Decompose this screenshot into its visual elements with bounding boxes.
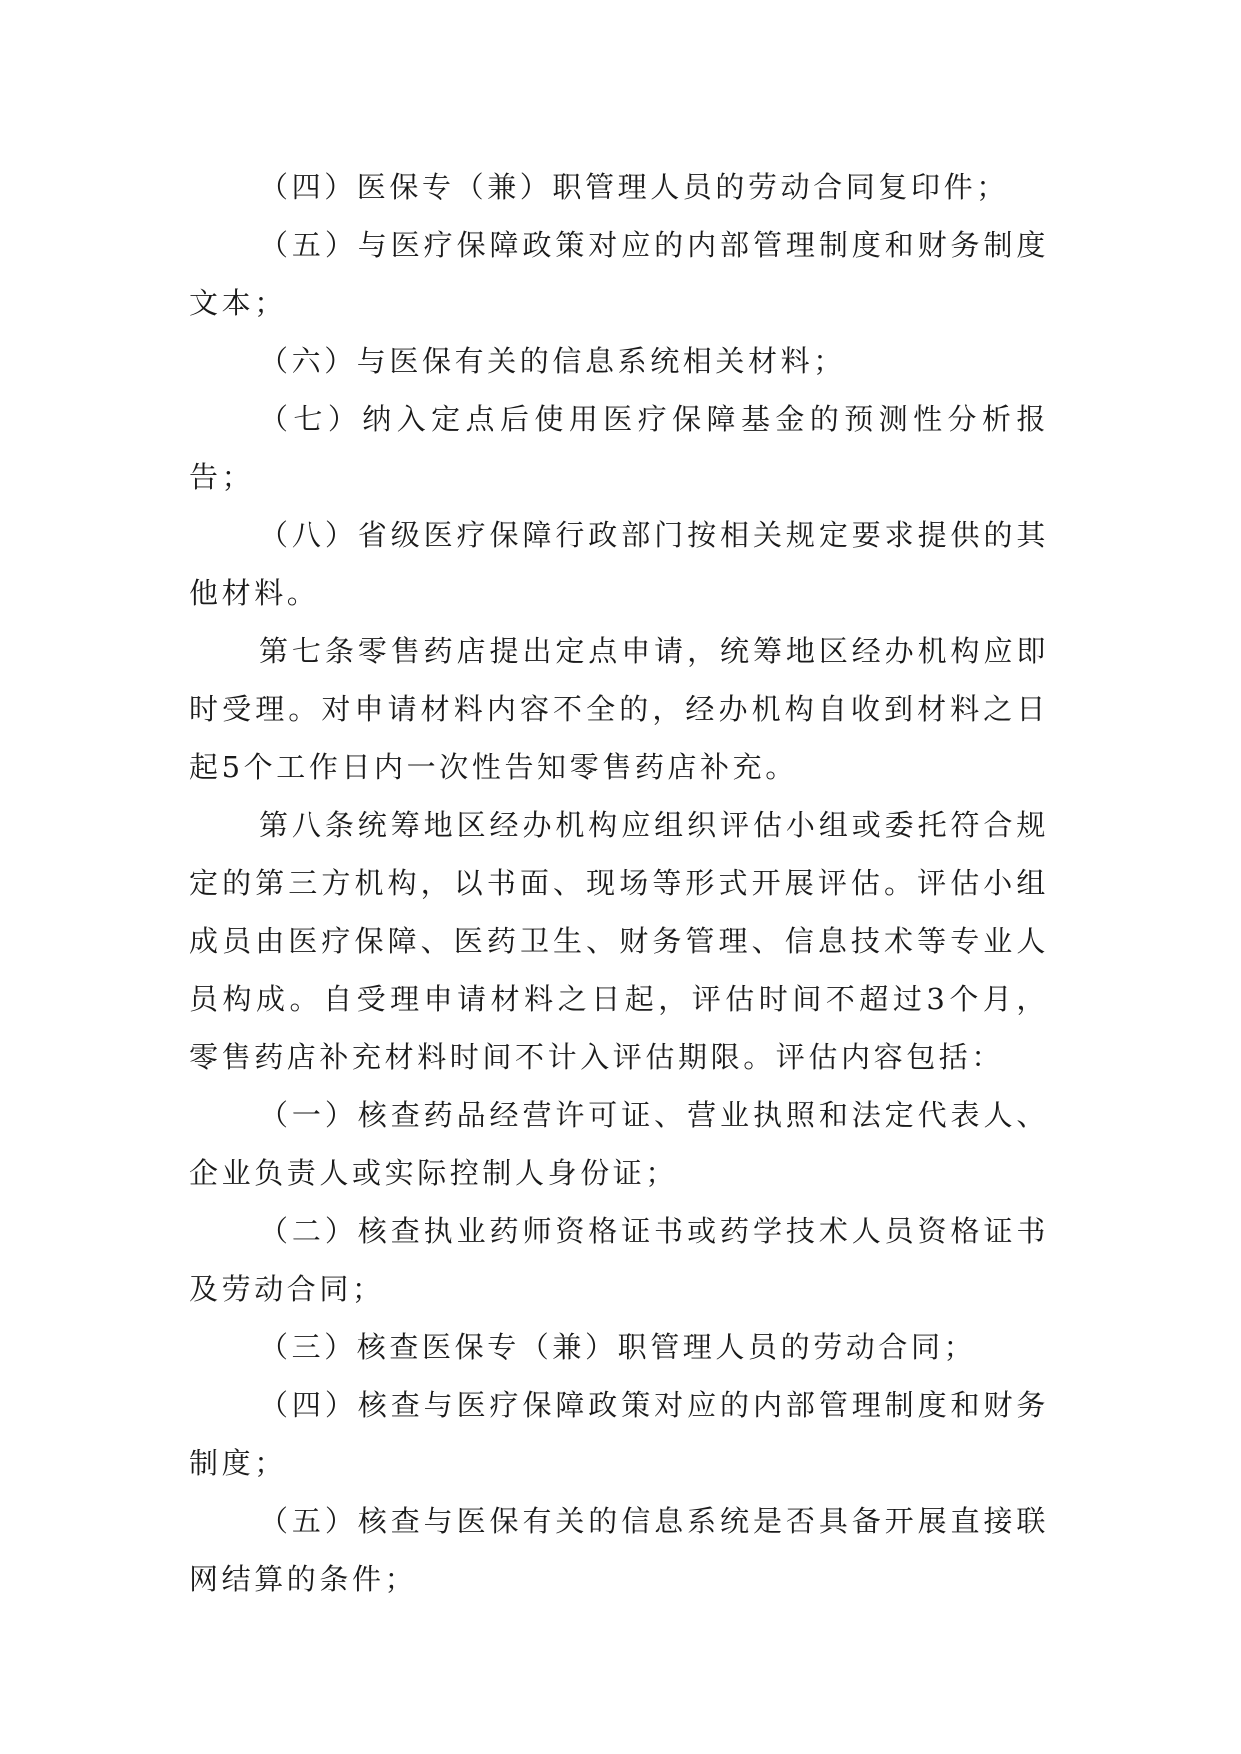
- paragraph-item-5-management-system: （五）与医疗保障政策对应的内部管理制度和财务制度文本；: [189, 228, 1049, 320]
- paragraph-article-8: 第八条统筹地区经办机构应组织评估小组或委托符合规定的第三方机构，以书面、现场等形式开展评估。评估小组成员由医疗保障、医药卫生、财务管理、信息技术等专业人员构成。自受理申请材料之日起，评估时间不超过3个月，零售药店补充材料时间不计入评估期限。评估内容包括：: [189, 808, 1049, 1074]
- paragraph-check-1-licenses: （一）核查药品经营许可证、营业执照和法定代表人、企业负责人或实际控制人身份证；: [189, 1098, 1049, 1190]
- paragraph-check-3-staff-contract: （三）核查医保专（兼）职管理人员的劳动合同；: [259, 1330, 977, 1364]
- paragraph-item-7-forecast-report: （七）纳入定点后使用医疗保障基金的预测性分析报告；: [189, 402, 1049, 494]
- paragraph-item-8-other-materials: （八）省级医疗保障行政部门按相关规定要求提供的其他材料。: [189, 518, 1049, 610]
- paragraph-item-4-contract: （四）医保专（兼）职管理人员的劳动合同复印件；: [259, 170, 1009, 204]
- paragraph-item-6-info-system: （六）与医保有关的信息系统相关材料；: [259, 344, 846, 378]
- paragraph-check-5-info-system: （五）核查与医保有关的信息系统是否具备开展直接联网结算的条件；: [189, 1504, 1049, 1596]
- document-body: [189, 158, 1049, 1608]
- paragraph-check-2-pharmacist: （二）核查执业药师资格证书或药学技术人员资格证书及劳动合同；: [189, 1214, 1049, 1306]
- paragraph-article-7: 第七条零售药店提出定点申请，统筹地区经办机构应即时受理。对申请材料内容不全的，经办机构自收到材料之日起5个工作日内一次性告知零售药店补充。: [189, 634, 1049, 784]
- paragraph-check-4-management-system: （四）核查与医疗保障政策对应的内部管理制度和财务制度；: [189, 1388, 1049, 1480]
